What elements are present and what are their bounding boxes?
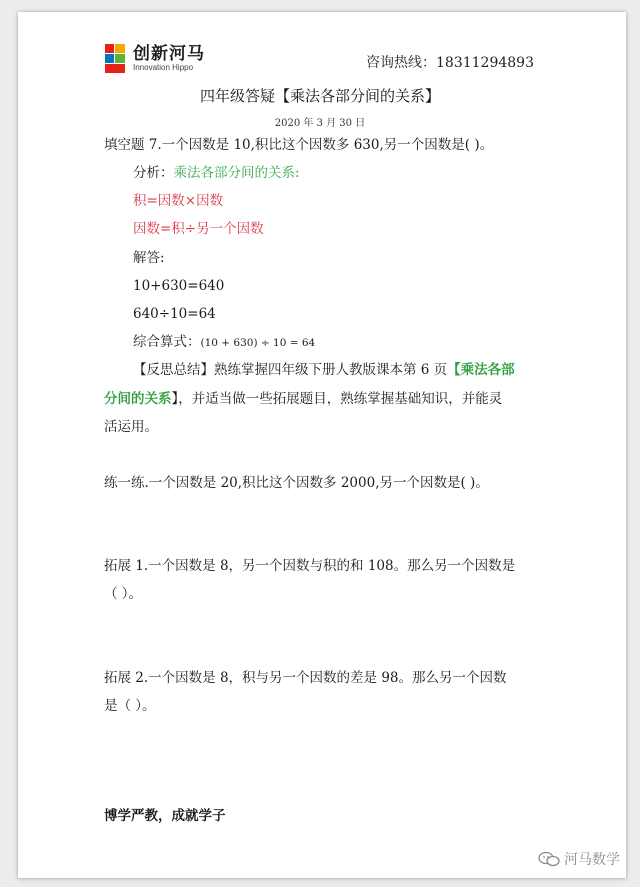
combined-label: 综合算式： [133, 334, 201, 350]
step-2: 640÷10=64 [133, 306, 216, 322]
summary-highlight: 分间的关系 [104, 391, 172, 407]
step-1: 10+630=640 [133, 278, 225, 294]
brand-logo [105, 44, 205, 74]
analysis-label: 分析： [133, 165, 174, 181]
extension-1-line-2: （ ）。 [104, 586, 143, 602]
summary-text: 【反思总结】熟练掌握四年级下册人教版课本第 6 页 [133, 362, 448, 378]
watermark [538, 849, 620, 869]
logo-mark-icon [105, 44, 127, 74]
summary-text: 】，并适当做一些拓展题目，熟练掌握基础知识，并能灵 [171, 391, 503, 407]
rule-product: 积=因数×因数 [133, 193, 224, 209]
logo-name-cn: 创新河马 [133, 44, 205, 64]
logo-name-en: Innovation Hippo [133, 63, 194, 72]
analysis-topic: 乘法各部分间的关系: [173, 165, 300, 181]
question-7: 填空题 7.一个因数是 10,积比这个因数多 630,另一个因数是( )。 [104, 137, 494, 153]
watermark-text: 河马数学 [564, 852, 620, 868]
summary-highlight: 【乘法各部 [447, 362, 515, 378]
hotline: 咨询热线：18311294893 [366, 55, 534, 71]
combined-expression: (10 + 630) ÷ 10 = 64 [200, 337, 316, 349]
summary-line-1 [133, 360, 515, 380]
summary-line-2 [104, 389, 502, 409]
extension-2-line-2: 是（ ）。 [104, 698, 156, 714]
combined-formula [133, 332, 315, 353]
rule-factor: 因数=积÷另一个因数 [133, 221, 264, 237]
analysis-line [133, 163, 300, 183]
summary-line-3: 活运用。 [104, 419, 158, 435]
answer-label: 解答: [133, 250, 165, 266]
extension-1-line-1: 拓展 1.一个因数是 8，另一个因数与积的和 108。那么另一个因数是 [104, 558, 516, 574]
wechat-icon [538, 851, 560, 867]
practice-question: 练一练.一个因数是 20,积比这个因数多 2000,另一个因数是( )。 [104, 475, 489, 491]
extension-2-line-1: 拓展 2.一个因数是 8，积与另一个因数的差是 98。那么另一个因数 [104, 670, 507, 686]
date: 2020 年 3 月 30 日 [274, 118, 366, 129]
slogan: 博学严教，成就学子 [104, 808, 226, 824]
page-title: 四年级答疑【乘法各部分间的关系】 [199, 87, 440, 105]
